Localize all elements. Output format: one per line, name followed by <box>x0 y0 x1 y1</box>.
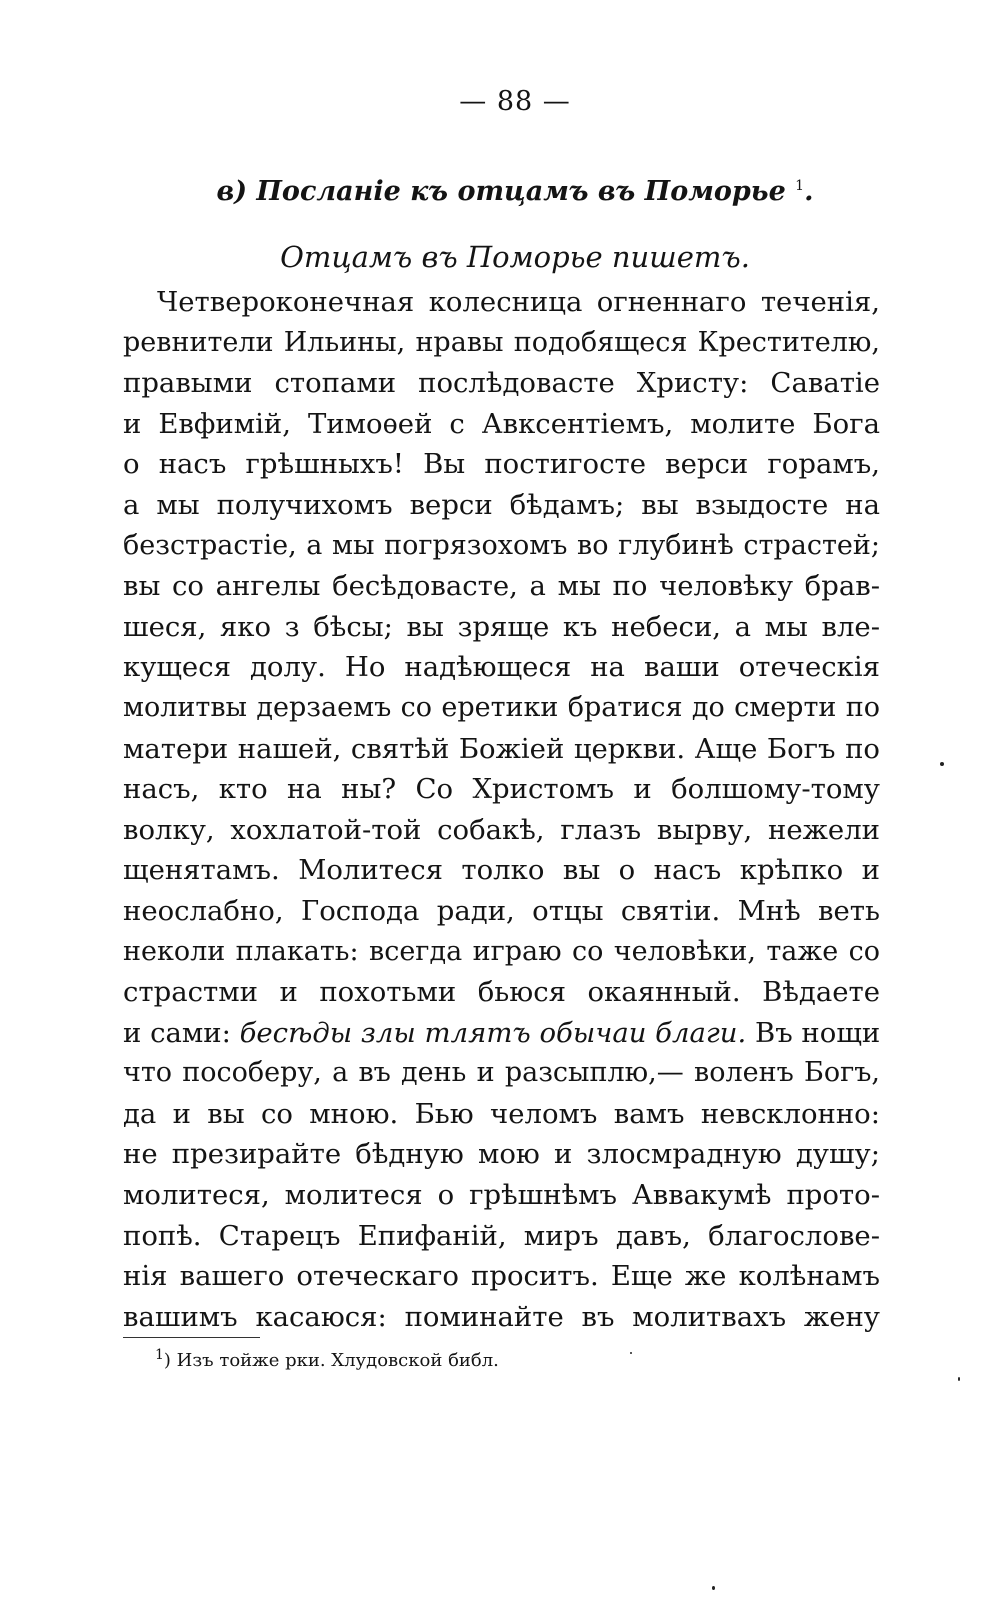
text-line: неослабно, Господа ради, отцы святіи. Мнѣ веть <box>123 894 880 927</box>
text-line: молитеся, молитеся о грѣшнѣмъ Аввакумѣ прото- <box>123 1179 880 1212</box>
italic-quotation: бесѣды злы тлятъ обычаи благи. <box>239 1016 747 1049</box>
text-line: насъ, кто на ны? Со Христомъ и болшому-тому <box>123 773 880 806</box>
text-line: щенятамъ. Молитеся толко вы о насъ крѣпко и <box>123 854 880 887</box>
text-line: матери нашей, святѣй Божіей церкви. Аще Богъ по <box>123 732 880 765</box>
text-line: нія вашего отеческаго проситъ. Еще же колѣнамъ <box>123 1260 880 1293</box>
text-line: что пособеру, а въ день и разсыплю,— воленъ Богъ, <box>123 1057 880 1089</box>
text-line-with-quotation <box>123 1013 880 1054</box>
text-line: о насъ грѣшныхъ! Вы постигосте верси горамъ, <box>123 448 880 481</box>
text-line: не презирайте бѣдную мою и злосмрадную душу; <box>123 1138 880 1171</box>
text-line: и Евфимій, Тимоѳей с Авксентіемъ, молите Бога <box>123 407 880 440</box>
body-text <box>123 282 880 1337</box>
text-line: вы со ангелы бесѣдовасте, а мы по человѣку брав- <box>123 570 880 603</box>
text-segment: и сами: <box>123 1016 231 1049</box>
subheading: Отцамъ въ Поморье пишетъ. <box>280 240 750 274</box>
text-line: а мы получихомъ верси бѣдамъ; вы взыдосте на <box>123 488 880 521</box>
page-number: — 88 — <box>459 86 571 117</box>
section-heading-end: . <box>804 176 814 207</box>
text-line: да и вы со мною. Бью челомъ вамъ невсклонно: <box>123 1097 880 1130</box>
text-line: кущеся долу. Но надѣющеся на ваши отеческія <box>123 651 880 684</box>
paper-speck <box>940 762 944 766</box>
footnote-divider <box>123 1337 260 1338</box>
paper-speck <box>958 1377 960 1381</box>
text-line: шеся, яко з бѣсы; вы зряще къ небеси, а мы вле- <box>123 610 880 643</box>
text-line: правыми стопами послѣдовасте Христу: Саватіе <box>123 367 880 400</box>
section-heading-text: в) Посланіе къ отцамъ въ Поморье <box>216 176 786 207</box>
text-line: неколи плакать: всегда играю со человѣки, таже со <box>123 935 880 967</box>
paper-speck <box>630 1352 632 1354</box>
text-line: Четвероконечная колесница огненнаго теченія, <box>157 286 880 318</box>
footnote-mark: 1 <box>155 1347 164 1363</box>
text-line: безстрастіе, а мы погрязохомъ во глубинѣ страстей; <box>123 529 880 561</box>
text-segment: Въ нощи <box>754 1016 881 1049</box>
footnote-text: ) Изъ тойже рки. Хлудовской библ. <box>163 1350 499 1371</box>
footnote <box>155 1347 499 1371</box>
text-line: ревнители Ильины, нравы подобящеся Крестителю, <box>123 326 880 358</box>
text-line: волку, хохлатой-той собакѣ, глазъ вырву, нежели <box>123 813 880 846</box>
section-heading <box>0 176 1000 207</box>
footnote-reference-mark: 1 <box>795 178 805 194</box>
text-line: попѣ. Старецъ Епифаній, миръ давъ, благослове- <box>123 1219 880 1252</box>
text-line: вашимъ касаюся: поминайте въ молитвахъ жену <box>123 1300 880 1333</box>
paper-speck <box>712 1586 715 1590</box>
text-line: молитвы дерзаемъ со еретики братися до смерти по <box>123 691 880 723</box>
text-line: страстми и похотьми бьюся окаянный. Вѣдаете <box>123 976 880 1009</box>
